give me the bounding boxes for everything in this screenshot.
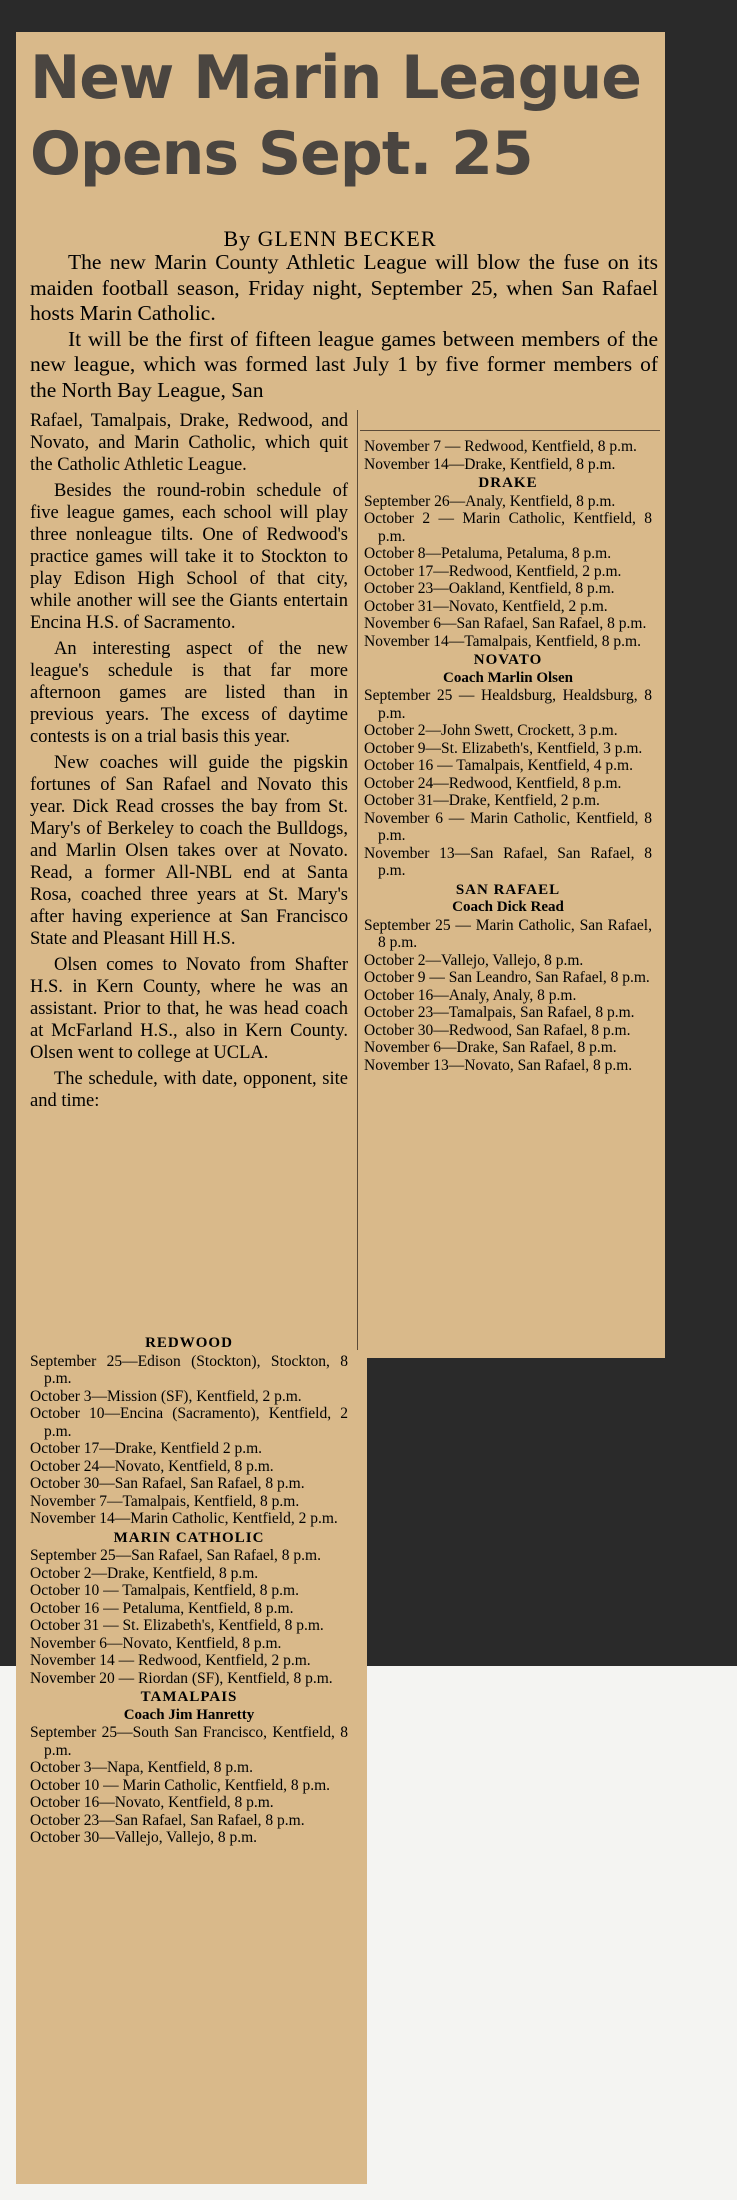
schedule-entry: October 24—Redwood, Kentfield, 8 p.m. [364,774,622,792]
schedule-entry: November 7—Tamalpais, Kentfield, 8 p.m. [30,1492,300,1510]
schedule-entry: September 26—Analy, Kentfield, 8 p.m. [364,492,616,510]
schedule-entry: November 13—Novato, San Rafael, 8 p.m. [364,1056,633,1074]
schedule-entry: September 25—Edison (Stockton), Stockton, 8 p.m. [30,1352,348,1387]
article-paragraph: Rafael, Tamalpais, Drake, Redwood, and Novato, and Marin Catholic, which quit the Catholic Athletic League. [30,411,348,475]
schedule-entry: October 8—Petaluma, Petaluma, 8 p.m. [364,545,612,562]
schedule-entry: October 16 — Petaluma, Kentfield, 8 p.m. [30,1599,294,1617]
schedule-entry: October 3—Napa, Kentfield, 8 p.m. [30,1759,253,1776]
intro-text [30,250,658,403]
schedule-entry: September 25 — Marin Catholic, San Rafael, 8 p.m. [364,916,652,951]
schedule-entry: October 3—Mission (SF), Kentfield, 2 p.m. [30,1387,302,1405]
schedule-entry: November 6—San Rafael, San Rafael, 8 p.m. [364,615,647,632]
article-paragraph: Olsen comes to Novato from Shafter H.S. in Kern County, where he was an assistant. Prior to that, he was head coach at McFarland H.S., also in Kern County. Olsen went to college at UCLA. [30,955,348,1063]
intro-paragraph: The new Marin County Athletic League will blow the fuse on its maiden football season, Friday night, September 25, when San Rafael hosts Marin Catholic. [30,250,658,325]
schedule-entry: October 2—John Swett, Crockett, 3 p.m. [364,722,618,739]
schedule-entry: October 16 — Tamalpais, Kentfield, 4 p.m. [364,757,633,774]
column-divider [357,410,358,1350]
schedule-entry: October 24—Novato, Kentfield, 8 p.m. [30,1457,274,1475]
schedule-entry: November 14 — Redwood, Kentfield, 2 p.m. [30,1652,311,1669]
schedule-entry: October 30—Vallejo, Vallejo, 8 p.m. [30,1829,258,1846]
team-heading: REDWOOD [145,1335,233,1351]
team-heading: TAMALPAIS [140,1689,238,1705]
schedule-entry: October 17—Drake, Kentfield 2 p.m. [30,1440,263,1457]
column-top-rule [360,430,660,431]
schedule-entry: October 9—St. Elizabeth's, Kentfield, 3 p.m. [364,739,643,757]
schedule-entry: October 31—Drake, Kentfield, 2 p.m. [364,792,600,809]
schedule-right-column [364,438,652,1074]
schedule-entry: November 6—Drake, San Rafael, 8 p.m. [364,1039,617,1056]
schedule-entry: September 25—San Rafael, San Rafael, 8 p.m. [30,1547,321,1564]
article-paragraph: An interesting aspect of the new league's schedule is that far more afternoon games are listed than in previous years. The excess of daytime contests is on a trial basis this year. [30,639,348,747]
team-heading: NOVATO [473,652,543,668]
schedule-entry: October 31—Novato, Kentfield, 2 p.m. [364,597,608,615]
schedule-entry: October 23—San Rafael, San Rafael, 8 p.m. [30,1811,305,1829]
schedule-entry: November 6 — Marin Catholic, Kentfield, 8 p.m. [364,809,652,844]
left-article-column [30,410,348,1116]
schedule-entry: November 13—San Rafael, San Rafael, 8 p.m. [364,844,652,879]
schedule-entry: November 14—Marin Catholic, Kentfield, 2 p.m. [30,1510,338,1527]
schedule-entry: November 14—Drake, Kentfield, 8 p.m. [364,455,616,473]
schedule-entry: October 30—San Rafael, San Rafael, 8 p.m. [30,1475,305,1492]
team-heading: MARIN CATHOLIC [113,1529,265,1546]
schedule-left-column [30,1333,348,1847]
team-heading: SAN RAFAEL [455,881,561,898]
schedule-entry: October 16—Novato, Kentfield, 8 p.m. [30,1794,274,1811]
schedule-entry: October 2—Vallejo, Vallejo, 8 p.m. [364,951,584,969]
coach-name: Coach Jim Hanretty [123,1706,255,1723]
schedule-entry: October 30—Redwood, San Rafael, 8 p.m. [364,1021,631,1039]
schedule-entry: September 25—South San Francisco, Kentfield, 8 p.m. [30,1724,348,1759]
schedule-entry: October 31 — St. Elizabeth's, Kentfield, 8 p.m. [30,1617,324,1634]
article-paragraph: New coaches will guide the pigskin fortunes of San Rafael and Novato this year. Dick Read crosses the bay from St. Mary's of Berkeley to coach the Bulldogs, and Marlin Olsen takes over at Novato. Read, a former All-NBL end at Santa Rosa, coached three years at St. Mary's after having experience at San Francisco State and Pleasant Hill H.S. [30,753,348,949]
schedule-entry: October 10 — Tamalpais, Kentfield, 8 p.m. [30,1582,299,1599]
schedule-entry: November 6—Novato, Kentfield, 8 p.m. [30,1634,282,1652]
schedule-entry: September 25 — Healdsburg, Healdsburg, 8 p.m. [364,687,652,722]
schedule-entry: October 17—Redwood, Kentfield, 2 p.m. [364,562,622,580]
schedule-entry: November 20 — Riordan (SF), Kentfield, 8 p.m. [30,1669,333,1687]
schedule-entry: October 10—Encina (Sacramento), Kentfield, 2 p.m. [30,1405,348,1440]
schedule-entry: October 9 — San Leandro, San Rafael, 8 p.m. [364,969,650,986]
byline: By GLENN BECKER [223,226,437,251]
schedule-entry: October 2—Drake, Kentfield, 8 p.m. [30,1564,259,1582]
schedule-entry: November 7 — Redwood, Kentfield, 8 p.m. [364,438,637,455]
intro-paragraph: It will be the first of fifteen league games between members of the new league, which was formed last July 1 by five former members of the North Bay League, San [30,326,658,402]
schedule-entry: October 23—Tamalpais, San Rafael, 8 p.m. [364,1004,635,1021]
article-paragraph: The schedule, with date, opponent, site and time: [30,1069,348,1111]
schedule-entry: October 16—Analy, Analy, 8 p.m. [364,986,577,1004]
schedule-entry: November 14—Tamalpais, Kentfield, 8 p.m. [364,632,641,650]
schedule-entry: October 2 — Marin Catholic, Kentfield, 8 p.m. [364,510,652,545]
headline: New Marin League Opens Sept. 25 [30,43,641,189]
team-heading: DRAKE [478,475,538,491]
article-paragraph: Besides the round-robin schedule of five league games, each school will play three nonleague tilts. One of Redwood's practice games will take it to Stockton to play Edison High School of that city, while another will see the Giants entertain Encina H.S. of Sacramento. [30,481,348,633]
schedule-entry: October 23—Oakland, Kentfield, 8 p.m. [364,580,615,597]
schedule-entry: October 10 — Marin Catholic, Kentfield, 8 p.m. [30,1776,331,1794]
coach-name: Coach Dick Read [452,899,564,915]
coach-name: Coach Marlin Olsen [443,669,573,686]
